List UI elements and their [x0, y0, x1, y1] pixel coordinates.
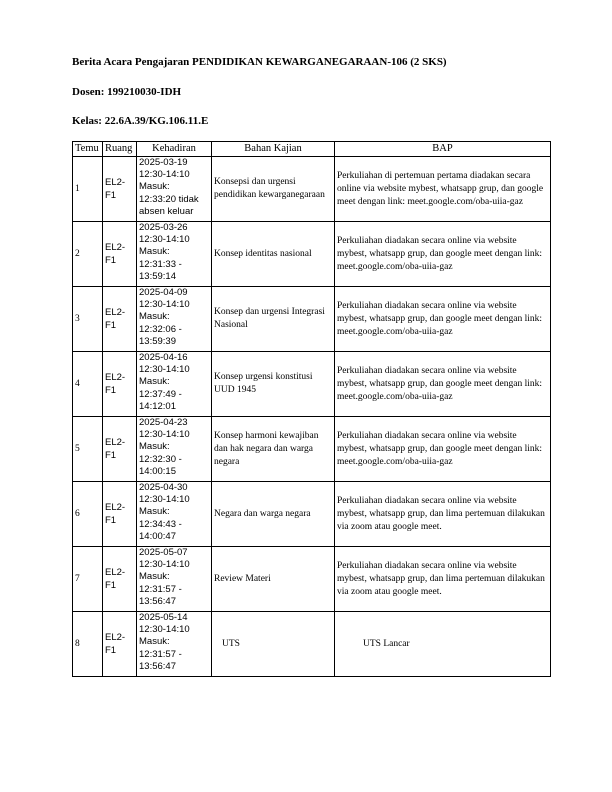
checkin-text: 12:31:33 - [139, 258, 182, 270]
kehadiran-cell [137, 352, 212, 417]
ruang-cell: EL2-F1 [103, 612, 137, 677]
bap-cell: Perkuliahan diadakan secara online via website mybest, whatsapp grup, dan google meet dengan link: meet.google.com/oba-uiia-gaz [335, 222, 551, 287]
table-row [73, 157, 551, 222]
bap-cell: Perkuliahan diadakan secara online via website mybest, whatsapp grup, dan google meet dengan link: meet.google.com/oba-uiia-gaz [335, 287, 551, 352]
masuk-label: Masuk: [139, 571, 170, 583]
masuk-label: Masuk: [139, 636, 170, 648]
ruang-cell: EL2-F1 [103, 482, 137, 547]
date-text: 2025-05-14 [139, 612, 188, 623]
col-header-kehadiran: Kehadiran [137, 142, 212, 157]
ruang-cell: EL2-F1 [103, 157, 137, 222]
time-text: 12:30-14:10 [139, 429, 190, 441]
checkout-text: absen keluar [139, 205, 194, 217]
table-row [73, 417, 551, 482]
checkout-text: 14:00:47 [139, 530, 176, 542]
checkout-text: 14:12:01 [139, 400, 176, 412]
masuk-label: Masuk: [139, 246, 170, 258]
temu-cell: 4 [73, 352, 103, 417]
bap-cell: Perkuliahan diadakan secara online via website mybest, whatsapp grup, dan google meet dengan link: meet.google.com/oba-uiia-gaz [335, 417, 551, 482]
bahan-kajian-cell: Review Materi [212, 547, 335, 612]
temu-cell: 8 [73, 612, 103, 677]
ruang-cell: EL2-F1 [103, 222, 137, 287]
checkin-text: 12:37:49 - [139, 388, 182, 400]
bap-cell: UTS Lancar [335, 612, 551, 677]
masuk-label: Masuk: [139, 376, 170, 388]
ruang-cell: EL2-F1 [103, 417, 137, 482]
checkout-text: 14:00:15 [139, 465, 176, 477]
bahan-kajian-cell: UTS [212, 612, 335, 677]
temu-cell: 2 [73, 222, 103, 287]
document-title: Berita Acara Pengajaran PENDIDIKAN KEWARGANEGARAAN-106 (2 SKS) [72, 56, 447, 68]
date-text: 2025-03-26 [139, 222, 188, 233]
class-line: Kelas: 22.6A.39/KG.106.11.E [72, 115, 209, 127]
kehadiran-cell [137, 612, 212, 677]
date-text: 2025-03-19 [139, 157, 188, 168]
bap-cell: Perkuliahan di pertemuan pertama diadakan secara online via website mybest, whatsapp grup, dan google meet dengan link: meet.google.com/oba-uiia-gaz [335, 157, 551, 222]
date-text: 2025-04-09 [139, 287, 188, 298]
date-text: 2025-04-30 [139, 482, 188, 493]
temu-cell: 7 [73, 547, 103, 612]
checkin-text: 12:31:57 - [139, 648, 182, 660]
lecturer-line: Dosen: 199210030-IDH [72, 86, 182, 98]
time-text: 12:30-14:10 [139, 559, 190, 571]
table-row [73, 222, 551, 287]
lecture-report-table [72, 141, 551, 677]
masuk-label: Masuk: [139, 311, 170, 323]
bahan-kajian-cell: Konsep urgensi konstitusi UUD 1945 [212, 352, 335, 417]
checkout-text: 13:59:39 [139, 335, 176, 347]
time-text: 12:30-14:10 [139, 494, 190, 506]
time-text: 12:30-14:10 [139, 299, 190, 311]
kehadiran-cell [137, 547, 212, 612]
checkin-text: 12:32:06 - [139, 323, 182, 335]
bap-cell: Perkuliahan diadakan secara online via website mybest, whatsapp grup, dan lima pertemuan dilakukan via zoom atau google meet. [335, 547, 551, 612]
kehadiran-cell [137, 417, 212, 482]
checkin-text: 12:32:30 - [139, 453, 182, 465]
table-row [73, 287, 551, 352]
masuk-label: Masuk: [139, 181, 170, 193]
checkout-text: 13:56:47 [139, 660, 176, 672]
bahan-kajian-cell: Konsepsi dan urgensi pendidikan kewarganegaraan [212, 157, 335, 222]
col-header-temu: Temu [73, 142, 103, 157]
table-header-row [73, 142, 551, 157]
bap-cell: Perkuliahan diadakan secara online via website mybest, whatsapp grup, dan google meet dengan link: meet.google.com/oba-uiia-gaz [335, 352, 551, 417]
ruang-cell: EL2-F1 [103, 287, 137, 352]
checkin-text: 12:33:20 tidak [139, 193, 199, 205]
checkout-text: 13:59:14 [139, 270, 176, 282]
temu-cell: 6 [73, 482, 103, 547]
time-text: 12:30-14:10 [139, 234, 190, 246]
time-text: 12:30-14:10 [139, 169, 190, 181]
checkin-text: 12:31:57 - [139, 583, 182, 595]
temu-cell: 5 [73, 417, 103, 482]
masuk-label: Masuk: [139, 506, 170, 518]
time-text: 12:30-14:10 [139, 624, 190, 636]
table-row [73, 612, 551, 677]
date-text: 2025-04-16 [139, 352, 188, 363]
table-row [73, 352, 551, 417]
kehadiran-cell [137, 157, 212, 222]
kehadiran-cell [137, 287, 212, 352]
ruang-cell: EL2-F1 [103, 352, 137, 417]
checkout-text: 13:56:47 [139, 595, 176, 607]
masuk-label: Masuk: [139, 441, 170, 453]
date-text: 2025-05-07 [139, 547, 188, 558]
col-header-ruang: Ruang [103, 142, 137, 157]
bahan-kajian-cell: Konsep harmoni kewajiban dan hak negara dan warga negara [212, 417, 335, 482]
col-header-bahan-kajian: Bahan Kajian [212, 142, 335, 157]
table-row [73, 482, 551, 547]
table-row [73, 547, 551, 612]
bahan-kajian-cell: Negara dan warga negara [212, 482, 335, 547]
kehadiran-cell [137, 222, 212, 287]
col-header-bap: BAP [335, 142, 551, 157]
temu-cell: 1 [73, 157, 103, 222]
bahan-kajian-cell: Konsep dan urgensi Integrasi Nasional [212, 287, 335, 352]
temu-cell: 3 [73, 287, 103, 352]
ruang-cell: EL2-F1 [103, 547, 137, 612]
bap-cell: Perkuliahan diadakan secara online via website mybest, whatsapp grup, dan lima pertemuan dilakukan via zoom atau google meet. [335, 482, 551, 547]
kehadiran-cell [137, 482, 212, 547]
checkin-text: 12:34:43 - [139, 518, 182, 530]
date-text: 2025-04-23 [139, 417, 188, 428]
time-text: 12:30-14:10 [139, 364, 190, 376]
bahan-kajian-cell: Konsep identitas nasional [212, 222, 335, 287]
